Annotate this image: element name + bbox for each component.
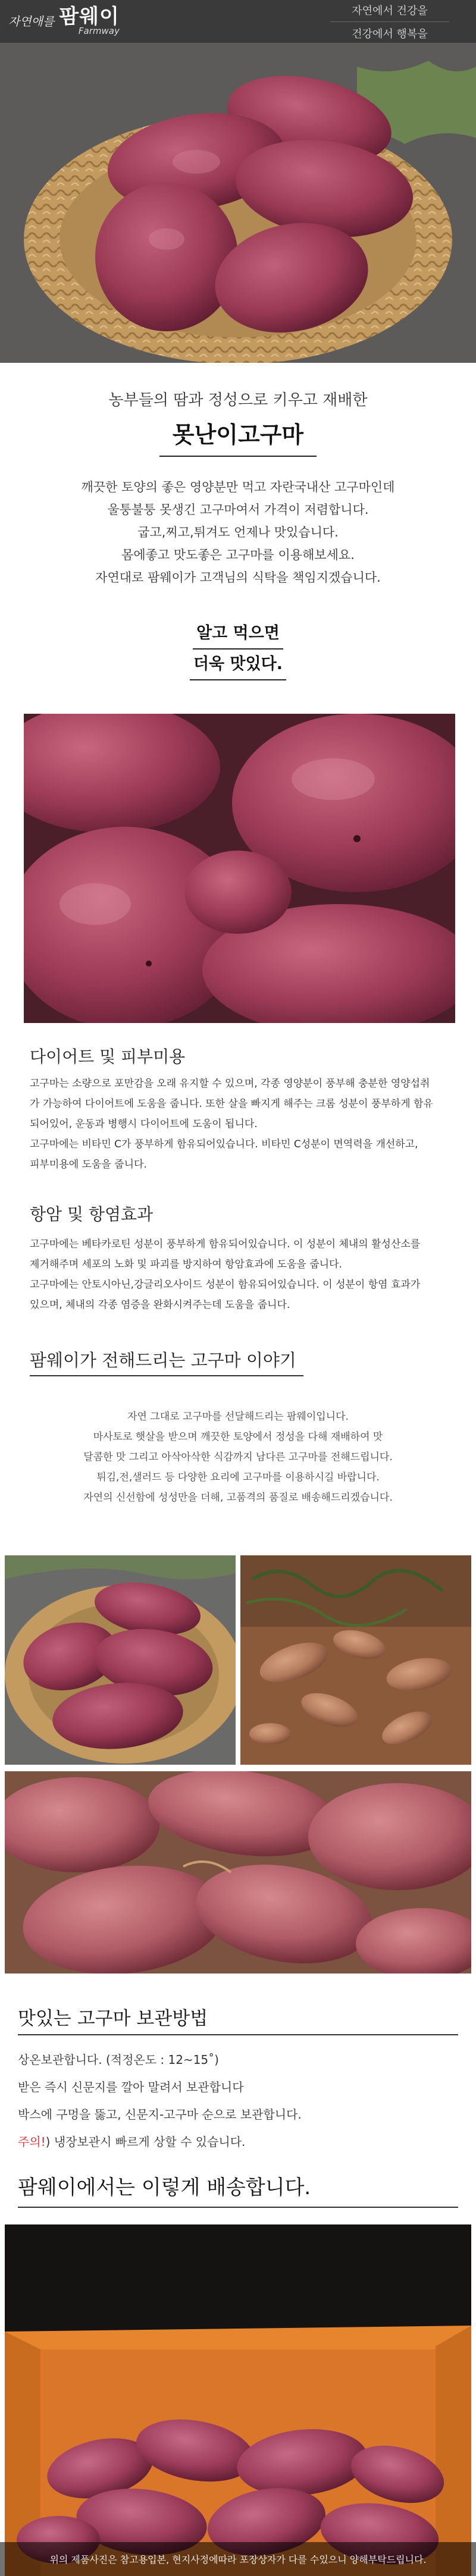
- warning-label: 주의!: [18, 2135, 46, 2149]
- basket-photo-small: [5, 1555, 236, 1765]
- anticancer-section-body: [30, 1234, 458, 1315]
- field-harvest-photo: [240, 1555, 471, 1765]
- intro-subtitle: 농부들의 땀과 정성으로 키우고 재배한: [108, 391, 368, 409]
- diet-line: 고구마는 소량으로 포만감을 오래 유지할 수 있으며, 각종 영양분이 풍부해 충분한 영양섭취: [30, 1078, 430, 1090]
- logo-tagline: 자연애를: [8, 14, 55, 29]
- intro-line: 울퉁불퉁 못생긴 고구마여서 가격이 저렴합니다.: [107, 503, 369, 517]
- anticancer-line: 고구마에는 베타카로틴 성분이 풍부하게 함유되어있습니다. 이 성분이 체내의 활성산소를: [30, 1238, 421, 1250]
- product-title: 못난이고구마: [172, 422, 304, 448]
- anticancer-line: 제거해주며 세포의 노화 및 파괴를 방지하여 항암효과에 도움을 줍니다.: [30, 1259, 342, 1270]
- tasty-line-2: 더욱 맛있다.: [190, 650, 286, 680]
- storage-line: 받은 즉시 신문지를 깔아 말려서 보관합니다: [18, 2080, 244, 2094]
- tasty-heading: [0, 619, 476, 680]
- diet-section-title: 다이어트 및 피부미용: [30, 1047, 186, 1066]
- storage-section-body: [18, 2046, 458, 2155]
- storage-underline: [18, 2034, 458, 2035]
- logo-english: Farmway: [78, 26, 120, 36]
- story-underline: [30, 1375, 303, 1376]
- story-line: 자연 그대로 고구마를 선달해드리는 팜웨이입니다.: [127, 1411, 349, 1423]
- story-line: 마사토로 햇살을 받으며 깨끗한 토양에서 정성을 다해 재배하여 맛: [93, 1431, 383, 1443]
- shipping-note: 위의 제품사진은 참고용입본, 현지사정에따라 포장상자가 다를 수있으니 양해부탁드립니다.: [0, 2542, 476, 2576]
- warning-text: ) 냉장보관시 빠르게 상할 수 있습니다.: [45, 2135, 246, 2149]
- diet-line: 피부미용에 도움을 줍니다.: [30, 1159, 147, 1171]
- diet-line: 가 가능하여 다이어트에 도움을 줍니다. 또한 살을 빠지게 해주는 크롬 성분이 풍부하게 함유: [30, 1098, 433, 1110]
- slogan-divider: [330, 21, 449, 22]
- intro-description: [36, 476, 440, 589]
- storage-section-title: 맛있는 고구마 보관방법: [18, 2008, 208, 2029]
- story-line: 달콤한 맛 그리고 아삭아삭한 식감까지 남다른 고구마를 전해드립니다.: [83, 1451, 393, 1463]
- diet-line: 고구마에는 비타민 C가 풍부하게 함유되어있습니다. 비타민 C성분이 면역력을 개선하고,: [30, 1138, 418, 1150]
- diet-line: 되어있어, 운동과 병행시 다이어트에 도움이 됩니다.: [30, 1118, 258, 1130]
- top-banner: [0, 0, 476, 43]
- anticancer-section-title: 항암 및 항염효과: [30, 1204, 154, 1224]
- shipping-box-photo: [5, 2224, 471, 2576]
- story-section-title: 팜웨이가 전해드리는 고구마 이야기: [30, 1350, 296, 1370]
- intro-line: 몸에좋고 맛도좋은 고구마를 이용해보세요.: [121, 548, 355, 562]
- intro-line: 깨끗한 토양의 좋은 영양분만 먹고 자란국내산 고구마인데: [81, 480, 395, 494]
- tasty-line-1: 알고 먹으면: [193, 619, 283, 650]
- hero-photo-basket: [0, 43, 476, 363]
- anticancer-line: 있으며, 체내의 각종 염증을 완화시켜주는데 도움을 줍니다.: [30, 1299, 290, 1311]
- closeup-photo: [24, 714, 455, 1023]
- pile-photo-wide: [5, 1771, 471, 1973]
- title-underline: [159, 456, 317, 457]
- slogan-line-2: 건강에서 행복을: [352, 27, 428, 40]
- slogan-line-1: 자연에서 건강을: [352, 4, 428, 17]
- storage-line: 상온보관합니다. (적정온도 : 12~15˚): [18, 2053, 219, 2067]
- storage-warning: [18, 2128, 458, 2155]
- slogan: [303, 0, 476, 43]
- logo-korean: 팜웨이: [59, 5, 120, 29]
- storage-line: 박스에 구멍을 뚫고, 신문지-고구마 순으로 보관합니다.: [18, 2107, 302, 2122]
- farmway-logo[interactable]: [8, 6, 120, 36]
- diet-section-body: [30, 1074, 458, 1175]
- story-line: 튀김,전,샐러드 등 다양한 요리에 고구마를 이용하시길 바랍니다.: [96, 1471, 380, 1483]
- shipping-section-title: 팜웨이에서는 이렇게 배송합니다.: [18, 2176, 311, 2200]
- shipping-underline: [18, 2207, 458, 2208]
- anticancer-line: 고구마에는 안토시아닌,강글리오사이드 성분이 함유되어있습니다. 이 성분이 항염 효과가: [30, 1279, 421, 1291]
- intro-line: 굽고,찌고,튀겨도 언제나 맛있습니다.: [137, 525, 339, 539]
- story-section-body: [36, 1407, 440, 1508]
- logo-wordmark: [59, 7, 120, 36]
- story-line: 자연의 신선함에 성성만을 더해, 고품격의 품질로 배송해드리겠습니다.: [83, 1492, 393, 1504]
- intro-line: 자연대로 팜웨이가 고객님의 식탁을 책임지겠습니다.: [95, 570, 381, 585]
